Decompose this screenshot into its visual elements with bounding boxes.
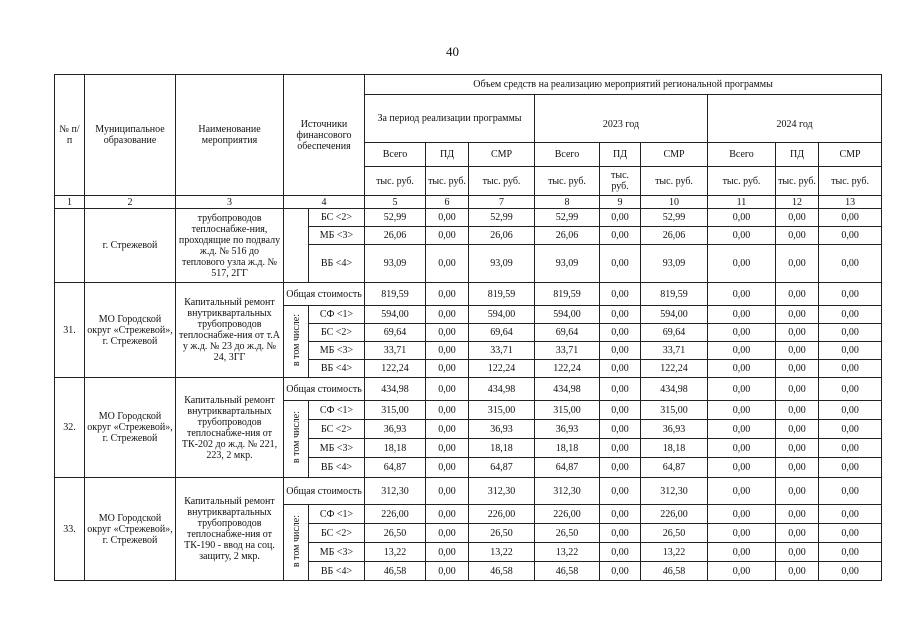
value-cell: 0,00 — [776, 505, 819, 524]
value-cell: 0,00 — [600, 458, 641, 478]
value-cell: 0,00 — [819, 458, 882, 478]
including-label: в том числе: — [290, 411, 302, 464]
column-number: 1 — [55, 196, 85, 209]
value-cell: 33,71 — [641, 342, 708, 360]
value-cell: 0,00 — [708, 420, 776, 439]
column-number: 3 — [176, 196, 284, 209]
value-cell: 0,00 — [819, 378, 882, 401]
value-cell: 26,06 — [469, 227, 535, 245]
value-cell: 226,00 — [365, 505, 426, 524]
value-cell: 0,00 — [708, 324, 776, 342]
value-cell: 18,18 — [365, 439, 426, 458]
page-number: 40 — [446, 44, 459, 59]
header-smr: СМР — [819, 143, 882, 167]
value-cell: 594,00 — [641, 306, 708, 324]
including-label-cell — [284, 306, 309, 378]
value-cell: 312,30 — [469, 478, 535, 505]
value-cell: 0,00 — [708, 227, 776, 245]
value-cell: 26,50 — [365, 524, 426, 543]
value-cell: 0,00 — [819, 342, 882, 360]
value-cell: 0,00 — [819, 478, 882, 505]
value-cell: 93,09 — [535, 245, 600, 283]
value-cell: 0,00 — [708, 524, 776, 543]
unit-cell: тыс. руб. — [776, 167, 819, 196]
value-cell: 0,00 — [600, 524, 641, 543]
value-cell: 0,00 — [708, 562, 776, 581]
row-number: 31. — [55, 283, 85, 378]
value-cell: 0,00 — [776, 227, 819, 245]
value-cell: 33,71 — [365, 342, 426, 360]
value-cell: 0,00 — [600, 283, 641, 306]
value-cell: 315,00 — [641, 401, 708, 420]
value-cell: 0,00 — [776, 401, 819, 420]
value-cell: 0,00 — [426, 543, 469, 562]
value-cell: 0,00 — [819, 209, 882, 227]
column-number: 13 — [819, 196, 882, 209]
value-cell: 0,00 — [708, 360, 776, 378]
source-label: ВБ <4> — [309, 245, 365, 283]
header-pd: ПД — [600, 143, 641, 167]
value-cell: 36,93 — [365, 420, 426, 439]
value-cell: 0,00 — [708, 283, 776, 306]
header-period-all: За период реализации программы — [365, 95, 535, 143]
total-cost-label: Общая стоимость — [284, 283, 365, 306]
value-cell: 0,00 — [708, 306, 776, 324]
value-cell: 0,00 — [426, 478, 469, 505]
total-cost-label: Общая стоимость — [284, 478, 365, 505]
value-cell: 0,00 — [819, 283, 882, 306]
column-number: 10 — [641, 196, 708, 209]
value-cell: 0,00 — [600, 562, 641, 581]
municipality-cell: МО Городской округ «Стрежевой», г. Стрежевой — [85, 378, 176, 478]
value-cell: 0,00 — [819, 420, 882, 439]
event-name-cell: Капитальный ремонт внутриквартальных трубопроводов теплоснабже-ния от ТК-190 - ввод на соц. защиту, 2 мкр. — [176, 478, 284, 581]
value-cell: 0,00 — [600, 401, 641, 420]
column-number: 5 — [365, 196, 426, 209]
table-row — [55, 283, 882, 306]
value-cell: 52,99 — [469, 209, 535, 227]
header-event-name: Наименование мероприятия — [176, 75, 284, 196]
value-cell: 0,00 — [708, 401, 776, 420]
value-cell: 0,00 — [776, 458, 819, 478]
value-cell: 13,22 — [641, 543, 708, 562]
table-row — [55, 478, 882, 505]
header-sources: Источники финансового обеспечения — [284, 75, 365, 196]
value-cell: 0,00 — [426, 524, 469, 543]
source-label: ВБ <4> — [309, 562, 365, 581]
value-cell: 46,58 — [365, 562, 426, 581]
header-row-1 — [55, 75, 882, 95]
column-number: 8 — [535, 196, 600, 209]
header-vsego: Всего — [365, 143, 426, 167]
value-cell: 26,06 — [641, 227, 708, 245]
value-cell: 0,00 — [819, 505, 882, 524]
value-cell: 0,00 — [819, 360, 882, 378]
value-cell: 46,58 — [469, 562, 535, 581]
value-cell: 0,00 — [600, 420, 641, 439]
value-cell: 0,00 — [708, 478, 776, 505]
column-number-row — [55, 196, 882, 209]
unit-cell: тыс. руб. — [469, 167, 535, 196]
event-name-cell: трубопроводов теплоснабже-ния, проходящие по подвалу ж.д. № 516 до теплового узла ж.д. № 517, 2ГГ — [176, 209, 284, 283]
value-cell: 0,00 — [776, 420, 819, 439]
value-cell: 0,00 — [426, 420, 469, 439]
value-cell: 26,06 — [535, 227, 600, 245]
value-cell: 52,99 — [365, 209, 426, 227]
header-municipality: Муниципальное образование — [85, 75, 176, 196]
value-cell: 315,00 — [469, 401, 535, 420]
value-cell: 0,00 — [600, 543, 641, 562]
source-label: СФ <1> — [309, 505, 365, 524]
value-cell: 26,50 — [641, 524, 708, 543]
source-label: СФ <1> — [309, 306, 365, 324]
value-cell: 93,09 — [641, 245, 708, 283]
value-cell: 0,00 — [819, 227, 882, 245]
value-cell: 0,00 — [776, 306, 819, 324]
column-number: 12 — [776, 196, 819, 209]
value-cell: 0,00 — [426, 360, 469, 378]
value-cell: 819,59 — [469, 283, 535, 306]
value-cell: 122,24 — [365, 360, 426, 378]
value-cell: 0,00 — [600, 360, 641, 378]
value-cell: 0,00 — [708, 458, 776, 478]
value-cell: 0,00 — [600, 505, 641, 524]
value-cell: 0,00 — [819, 401, 882, 420]
table-row — [55, 378, 882, 401]
value-cell: 434,98 — [535, 378, 600, 401]
source-label: БС <2> — [309, 209, 365, 227]
value-cell: 18,18 — [469, 439, 535, 458]
value-cell: 0,00 — [708, 505, 776, 524]
value-cell: 52,99 — [535, 209, 600, 227]
value-cell: 0,00 — [776, 245, 819, 283]
value-cell: 69,64 — [641, 324, 708, 342]
value-cell: 0,00 — [708, 342, 776, 360]
source-label: БС <2> — [309, 324, 365, 342]
value-cell: 0,00 — [776, 360, 819, 378]
table-row — [55, 209, 882, 227]
value-cell: 0,00 — [426, 458, 469, 478]
value-cell: 36,93 — [641, 420, 708, 439]
value-cell: 0,00 — [776, 478, 819, 505]
value-cell: 312,30 — [641, 478, 708, 505]
value-cell: 64,87 — [641, 458, 708, 478]
municipality-cell: МО Городской округ «Стрежевой», г. Стрежевой — [85, 283, 176, 378]
value-cell: 36,93 — [535, 420, 600, 439]
value-cell: 0,00 — [776, 378, 819, 401]
value-cell: 0,00 — [776, 324, 819, 342]
source-spacer — [284, 209, 309, 283]
row-number — [55, 209, 85, 283]
column-number: 9 — [600, 196, 641, 209]
header-smr: СМР — [469, 143, 535, 167]
value-cell: 0,00 — [708, 543, 776, 562]
value-cell: 0,00 — [708, 378, 776, 401]
value-cell: 0,00 — [708, 209, 776, 227]
value-cell: 819,59 — [365, 283, 426, 306]
municipality-cell: г. Стрежевой — [85, 209, 176, 283]
source-label: СФ <1> — [309, 401, 365, 420]
value-cell: 0,00 — [426, 439, 469, 458]
value-cell: 46,58 — [641, 562, 708, 581]
source-label: МБ <3> — [309, 227, 365, 245]
value-cell: 69,64 — [535, 324, 600, 342]
value-cell: 594,00 — [365, 306, 426, 324]
value-cell: 13,22 — [535, 543, 600, 562]
header-pd: ПД — [426, 143, 469, 167]
value-cell: 26,50 — [535, 524, 600, 543]
value-cell: 0,00 — [426, 562, 469, 581]
value-cell: 0,00 — [819, 439, 882, 458]
value-cell: 0,00 — [776, 543, 819, 562]
unit-cell: тыс. руб. — [819, 167, 882, 196]
value-cell: 0,00 — [426, 306, 469, 324]
value-cell: 33,71 — [469, 342, 535, 360]
value-cell: 594,00 — [469, 306, 535, 324]
header-period-2023: 2023 год — [535, 95, 708, 143]
header-no: № п/п — [55, 75, 85, 196]
value-cell: 0,00 — [819, 245, 882, 283]
unit-cell: тыс. руб. — [708, 167, 776, 196]
value-cell: 64,87 — [469, 458, 535, 478]
value-cell: 122,24 — [641, 360, 708, 378]
value-cell: 0,00 — [819, 562, 882, 581]
municipality-cell: МО Городской округ «Стрежевой», г. Стрежевой — [85, 478, 176, 581]
event-name-cell: Капитальный ремонт внутриквартальных трубопроводов теплоснабже-ния от ТК-202 до ж.д. № 221, 223, 2 мкр. — [176, 378, 284, 478]
value-cell: 0,00 — [600, 227, 641, 245]
value-cell: 0,00 — [819, 306, 882, 324]
value-cell: 0,00 — [776, 209, 819, 227]
row-number: 32. — [55, 378, 85, 478]
value-cell: 0,00 — [600, 306, 641, 324]
header-pd: ПД — [776, 143, 819, 167]
source-label: ВБ <4> — [309, 458, 365, 478]
unit-cell: тыс. руб. — [426, 167, 469, 196]
total-cost-label: Общая стоимость — [284, 378, 365, 401]
value-cell: 93,09 — [469, 245, 535, 283]
value-cell: 594,00 — [535, 306, 600, 324]
value-cell: 33,71 — [535, 342, 600, 360]
value-cell: 434,98 — [365, 378, 426, 401]
value-cell: 226,00 — [469, 505, 535, 524]
value-cell: 0,00 — [426, 324, 469, 342]
value-cell: 18,18 — [535, 439, 600, 458]
value-cell: 0,00 — [776, 524, 819, 543]
value-cell: 315,00 — [535, 401, 600, 420]
value-cell: 0,00 — [600, 378, 641, 401]
row-number: 33. — [55, 478, 85, 581]
value-cell: 46,58 — [535, 562, 600, 581]
value-cell: 0,00 — [426, 283, 469, 306]
value-cell: 69,64 — [365, 324, 426, 342]
value-cell: 0,00 — [708, 439, 776, 458]
value-cell: 122,24 — [469, 360, 535, 378]
value-cell: 69,64 — [469, 324, 535, 342]
value-cell: 312,30 — [365, 478, 426, 505]
source-label: БС <2> — [309, 524, 365, 543]
value-cell: 0,00 — [426, 227, 469, 245]
value-cell: 13,22 — [469, 543, 535, 562]
including-label-cell — [284, 401, 309, 478]
value-cell: 36,93 — [469, 420, 535, 439]
value-cell: 0,00 — [426, 245, 469, 283]
unit-cell: тыс. руб. — [641, 167, 708, 196]
header-period-2024: 2024 год — [708, 95, 882, 143]
column-number: 2 — [85, 196, 176, 209]
unit-cell: тыс. руб. — [600, 167, 641, 196]
value-cell: 93,09 — [365, 245, 426, 283]
value-cell: 0,00 — [600, 478, 641, 505]
value-cell: 226,00 — [641, 505, 708, 524]
unit-cell: тыс. руб. — [535, 167, 600, 196]
value-cell: 26,50 — [469, 524, 535, 543]
header-vsego: Всего — [535, 143, 600, 167]
value-cell: 64,87 — [535, 458, 600, 478]
column-number: 6 — [426, 196, 469, 209]
value-cell: 434,98 — [641, 378, 708, 401]
value-cell: 0,00 — [426, 209, 469, 227]
value-cell: 52,99 — [641, 209, 708, 227]
source-label: МБ <3> — [309, 342, 365, 360]
value-cell: 0,00 — [600, 439, 641, 458]
value-cell: 312,30 — [535, 478, 600, 505]
unit-cell: тыс. руб. — [365, 167, 426, 196]
value-cell: 315,00 — [365, 401, 426, 420]
value-cell: 0,00 — [426, 401, 469, 420]
source-label: МБ <3> — [309, 439, 365, 458]
header-volume: Объем средств на реализацию мероприятий региональной программы — [365, 75, 882, 95]
value-cell: 0,00 — [776, 439, 819, 458]
including-label-cell — [284, 505, 309, 581]
column-number: 11 — [708, 196, 776, 209]
value-cell: 226,00 — [535, 505, 600, 524]
value-cell: 819,59 — [535, 283, 600, 306]
header-smr: СМР — [641, 143, 708, 167]
event-name-cell: Капитальный ремонт внутриквартальных трубопроводов теплоснабже-ния от т.А у ж.д. № 23 до ж.д. № 24, 3ГГ — [176, 283, 284, 378]
value-cell: 0,00 — [426, 505, 469, 524]
value-cell: 26,06 — [365, 227, 426, 245]
value-cell: 0,00 — [600, 209, 641, 227]
value-cell: 122,24 — [535, 360, 600, 378]
financing-table — [54, 74, 882, 581]
value-cell: 0,00 — [776, 562, 819, 581]
value-cell: 13,22 — [365, 543, 426, 562]
value-cell: 0,00 — [600, 324, 641, 342]
value-cell: 0,00 — [819, 324, 882, 342]
value-cell: 0,00 — [819, 524, 882, 543]
value-cell: 0,00 — [776, 342, 819, 360]
value-cell: 0,00 — [426, 378, 469, 401]
value-cell: 0,00 — [426, 342, 469, 360]
value-cell: 0,00 — [600, 342, 641, 360]
value-cell: 18,18 — [641, 439, 708, 458]
column-number: 7 — [469, 196, 535, 209]
value-cell: 0,00 — [776, 283, 819, 306]
source-label: БС <2> — [309, 420, 365, 439]
value-cell: 0,00 — [708, 245, 776, 283]
column-number: 4 — [284, 196, 365, 209]
value-cell: 819,59 — [641, 283, 708, 306]
value-cell: 0,00 — [819, 543, 882, 562]
source-label: МБ <3> — [309, 543, 365, 562]
value-cell: 64,87 — [365, 458, 426, 478]
header-vsego: Всего — [708, 143, 776, 167]
including-label: в том числе: — [290, 313, 302, 367]
source-label: ВБ <4> — [309, 360, 365, 378]
including-label: в том числе: — [290, 514, 302, 568]
value-cell: 0,00 — [600, 245, 641, 283]
value-cell: 434,98 — [469, 378, 535, 401]
